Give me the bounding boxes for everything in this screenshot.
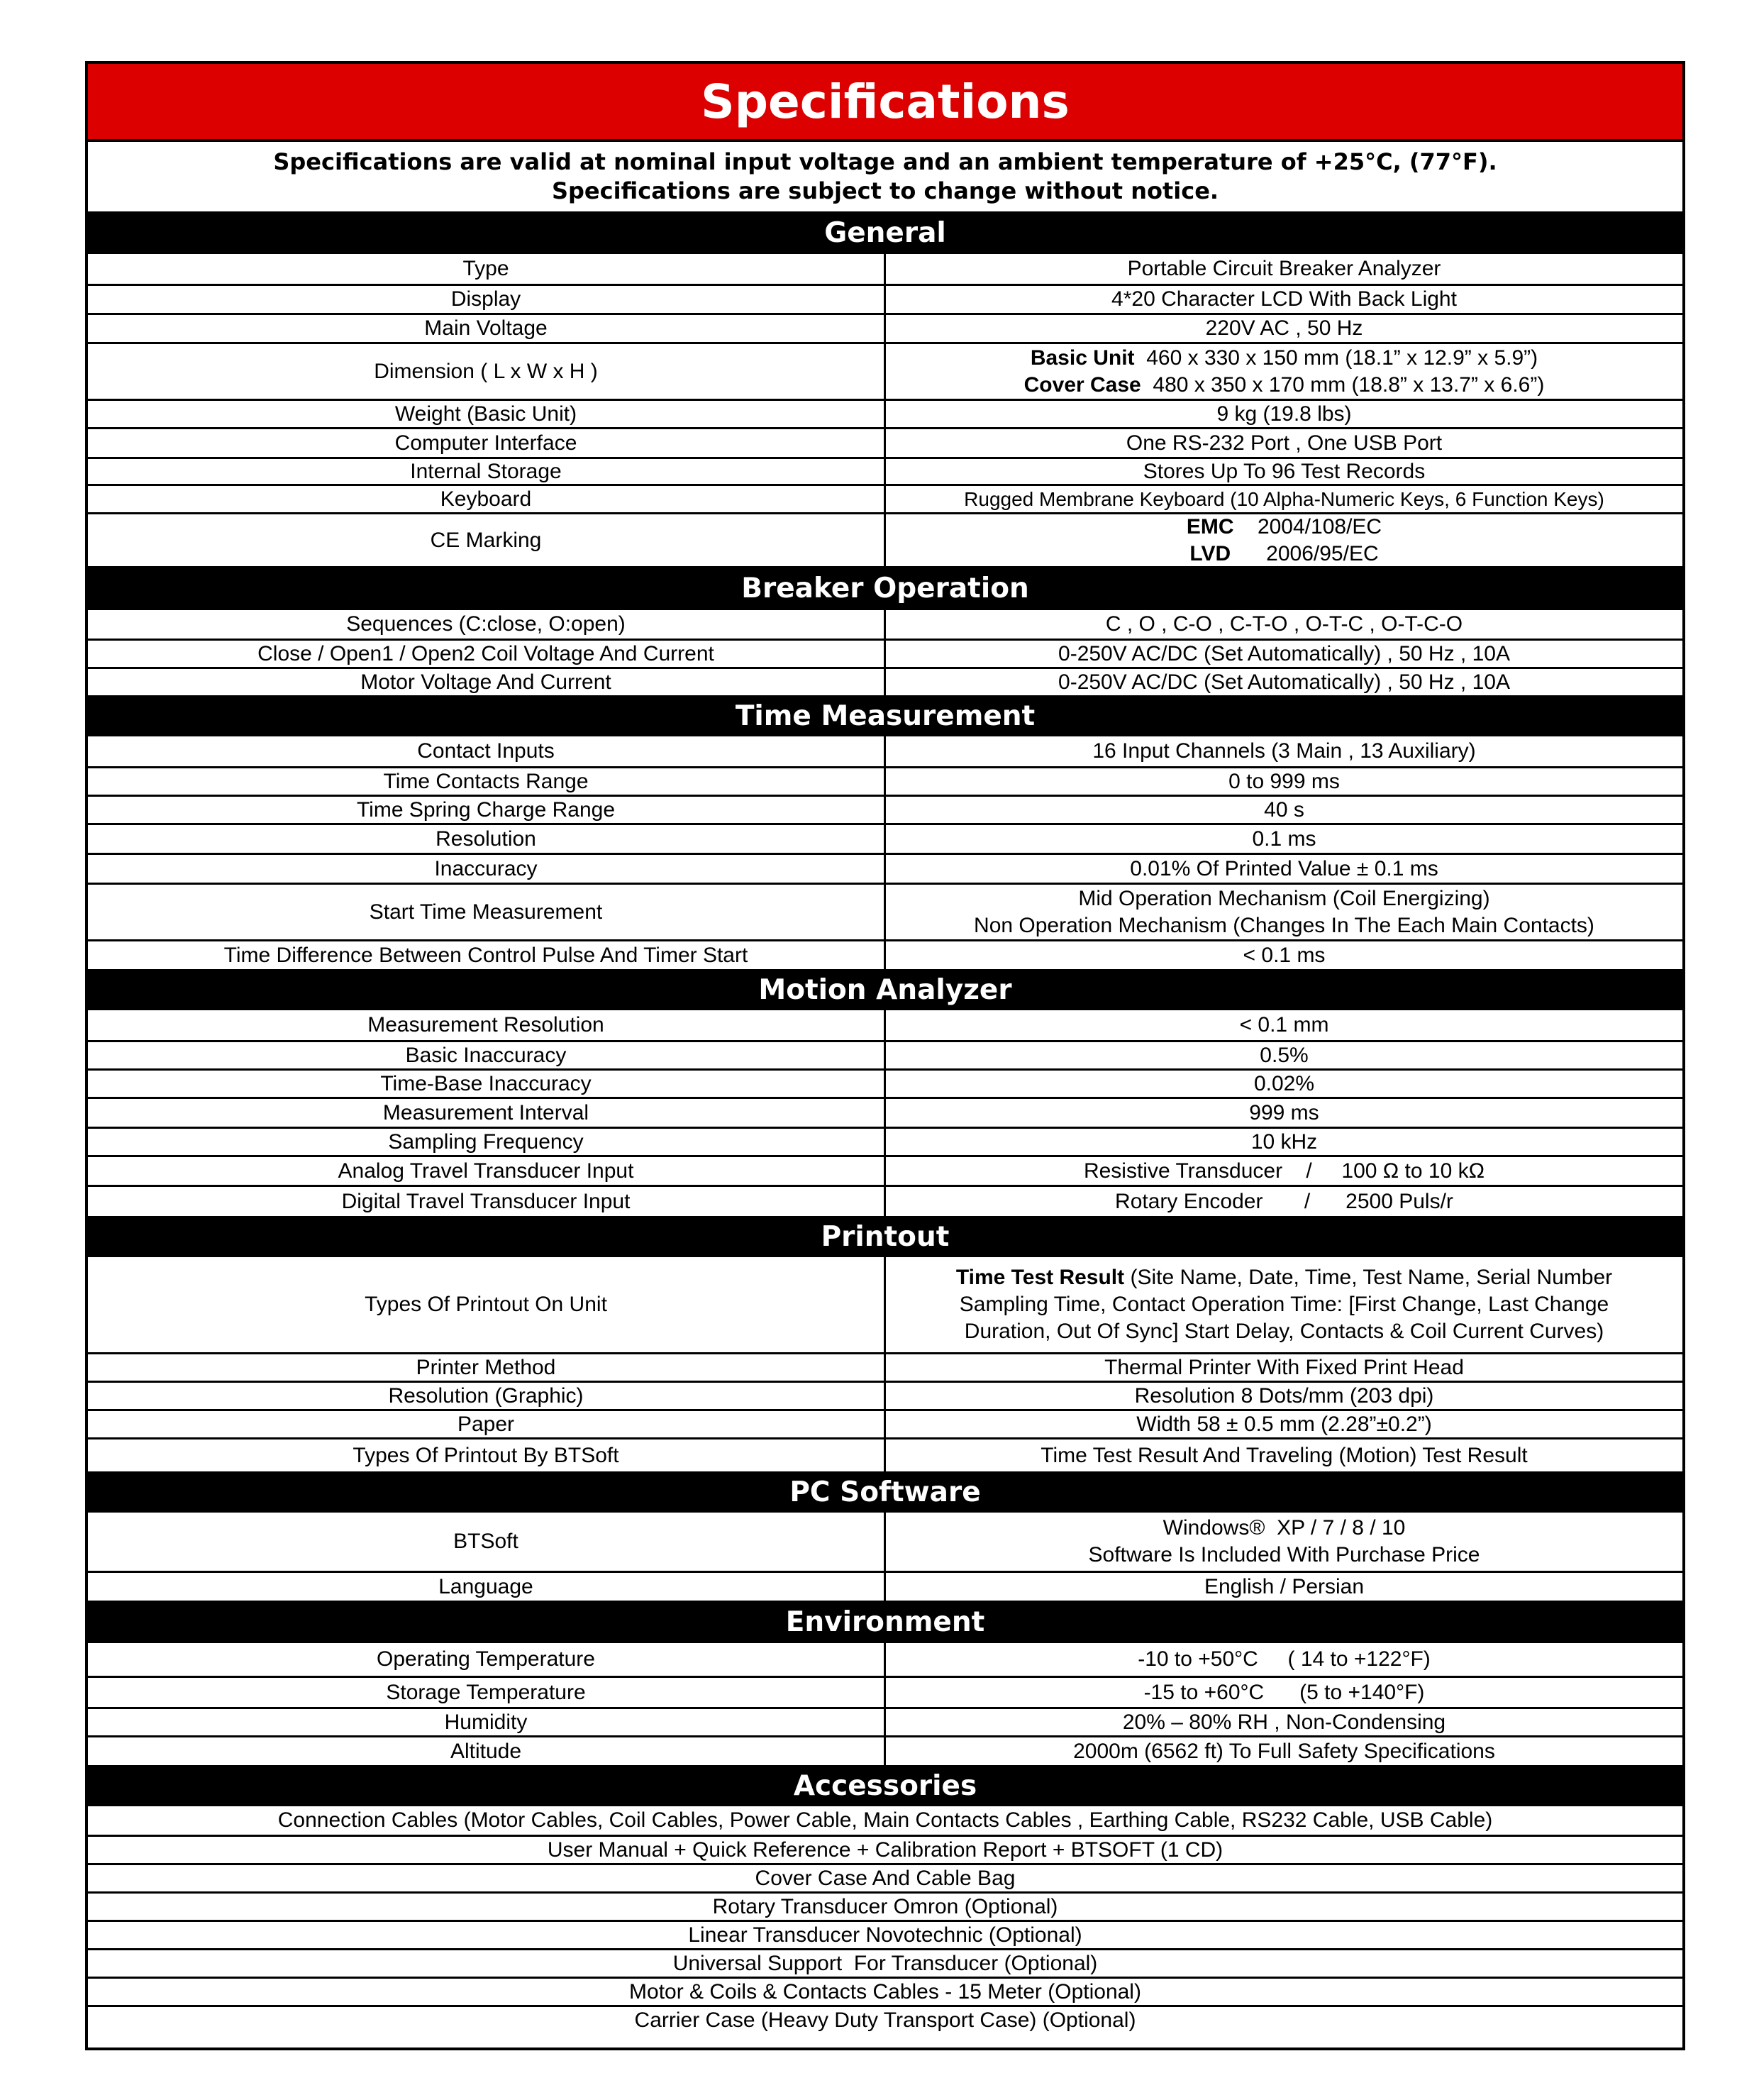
printout-types-line-1 <box>956 1264 1612 1291</box>
table-row <box>88 853 1682 883</box>
table-row <box>88 736 1682 766</box>
printout-types-line-3: Duration, Out Of Sync] Start Delay, Contacts & Coil Current Curves) <box>964 1320 1604 1343</box>
spec-label: Close / Open1 / Open2 Coil Voltage And Current <box>88 641 886 667</box>
specifications-notice <box>88 142 1682 211</box>
accessory-item: Universal Support For Transducer (Optional) <box>672 1951 1098 1975</box>
basic-unit-label: Basic Unit <box>1030 346 1135 370</box>
spec-label: Sequences (C:close, O:open) <box>88 610 886 639</box>
spec-value: 0.02% <box>1253 1071 1315 1095</box>
spec-label: BTSoft <box>88 1513 886 1571</box>
basic-unit-line <box>1031 345 1538 372</box>
section-title: Accessories <box>793 1769 977 1802</box>
title-bar <box>88 64 1682 142</box>
spec-value <box>886 1257 1682 1352</box>
spec-value: 0 to 999 ms <box>1228 769 1340 793</box>
table-row <box>88 484 1682 512</box>
emc-value: 2004/108/EC <box>1257 514 1382 538</box>
section-title: Printout <box>821 1220 950 1253</box>
table-row <box>88 399 1682 427</box>
spec-value <box>886 514 1682 566</box>
spec-label: Types Of Printout On Unit <box>88 1257 886 1352</box>
table-row <box>88 823 1682 853</box>
spec-label: Start Time Measurement <box>88 885 886 939</box>
spec-label: Printer Method <box>88 1354 886 1381</box>
start-time-line-2: Non Operation Mechanism (Changes In The Each Main Contacts) <box>974 913 1594 937</box>
spec-value: Rugged Membrane Keyboard (10 Alpha-Numeric Keys, 6 Function Keys) <box>964 487 1604 510</box>
spec-value: 2000m (6562 ft) To Full Safety Specifications <box>1073 1739 1495 1763</box>
spec-label: Display <box>88 286 886 313</box>
spec-label: Motor Voltage And Current <box>88 669 886 695</box>
spec-value: 0.5% <box>1260 1043 1309 1067</box>
spec-value: 9 kg (19.8 lbs) <box>1216 402 1352 426</box>
spec-label: Type <box>88 254 886 284</box>
page-title: Specifications <box>701 74 1070 129</box>
notice-line-2: Specifications are subject to change without notice. <box>551 177 1219 204</box>
printout-types-line-2: Sampling Time, Contact Operation Time: [First Change, Last Change <box>959 1293 1609 1316</box>
spec-value: Resolution 8 Dots/mm (203 dpi) <box>1134 1383 1434 1408</box>
section-header-pc-software <box>88 1471 1682 1513</box>
spec-label: Time Spring Charge Range <box>88 797 886 823</box>
spec-value: 10 kHz <box>1250 1129 1318 1154</box>
table-row <box>88 1707 1682 1735</box>
table-row <box>88 1010 1682 1040</box>
spec-value: < 0.1 mm <box>1239 1013 1329 1037</box>
spec-value <box>886 1513 1682 1571</box>
table-row <box>88 1352 1682 1381</box>
table-row <box>88 766 1682 795</box>
table-row <box>88 284 1682 313</box>
spec-label: Humidity <box>88 1709 886 1735</box>
spec-value: Width 58 ± 0.5 mm (2.28”±0.2”) <box>1136 1412 1432 1436</box>
section-header-general <box>88 211 1682 254</box>
lvd-label: LVD <box>1189 541 1231 565</box>
spec-label: Measurement Resolution <box>88 1010 886 1040</box>
table-row <box>88 342 1682 399</box>
spec-value: -10 to +50°C ( 14 to +122°F) <box>1138 1647 1431 1671</box>
section-header-environment <box>88 1601 1682 1643</box>
printout-types-line-1-rest: (Site Name, Date, Time, Test Name, Serial Number <box>1124 1266 1613 1289</box>
section-title: Breaker Operation <box>741 572 1029 604</box>
accessory-row <box>88 1891 1682 1920</box>
table-row <box>88 1735 1682 1765</box>
table-row <box>88 313 1682 342</box>
spec-label: Time-Base Inaccuracy <box>88 1071 886 1097</box>
spec-value: 16 Input Channels (3 Main , 13 Auxiliary) <box>1092 739 1476 763</box>
spec-value: < 0.1 ms <box>1243 943 1326 967</box>
table-row <box>88 457 1682 484</box>
spec-value: 0.1 ms <box>1252 827 1316 851</box>
cover-case-line <box>1024 372 1545 399</box>
spec-label: Paper <box>88 1411 886 1437</box>
spec-value: 0-250V AC/DC (Set Automatically) , 50 Hz , 10A <box>1058 641 1510 665</box>
accessory-row <box>88 1863 1682 1891</box>
accessory-row <box>88 1835 1682 1863</box>
spec-value: Thermal Printer With Fixed Print Head <box>1104 1355 1464 1379</box>
accessory-row <box>88 1948 1682 1977</box>
spec-value <box>886 344 1682 399</box>
spec-value: Resistive Transducer / 100 Ω to 10 kΩ <box>1083 1159 1485 1183</box>
spec-value: 0-250V AC/DC (Set Automatically) , 50 Hz , 10A <box>1058 670 1510 694</box>
spec-value: 20% – 80% RH , Non-Condensing <box>1122 1710 1446 1734</box>
spec-label: Digital Travel Transducer Input <box>88 1187 886 1216</box>
emc-label: EMC <box>1186 514 1234 538</box>
spec-label: Main Voltage <box>88 315 886 342</box>
spec-value: English / Persian <box>1204 1574 1365 1598</box>
accessory-item: Rotary Transducer Omron (Optional) <box>712 1894 1058 1918</box>
spec-value: 999 ms <box>1249 1100 1319 1124</box>
table-row <box>88 639 1682 667</box>
spec-label: Resolution (Graphic) <box>88 1383 886 1409</box>
spec-label: Language <box>88 1573 886 1601</box>
lvd-value: 2006/95/EC <box>1266 541 1379 565</box>
spec-label: Time Contacts Range <box>88 768 886 795</box>
spec-value: -15 to +60°C (5 to +140°F) <box>1143 1680 1425 1704</box>
spec-label: Storage Temperature <box>88 1678 886 1707</box>
table-row <box>88 1257 1682 1352</box>
basic-unit-value: 460 x 330 x 150 mm (18.1” x 12.9” x 5.9”) <box>1146 346 1538 370</box>
cover-case-label: Cover Case <box>1023 372 1141 397</box>
spec-label: Measurement Interval <box>88 1099 886 1127</box>
spec-value: Time Test Result And Traveling (Motion) Test Result <box>1041 1443 1528 1467</box>
section-header-motion-analyzer <box>88 969 1682 1010</box>
btsoft-os-line: Windows® XP / 7 / 8 / 10 <box>1163 1516 1406 1540</box>
spec-label: Sampling Frequency <box>88 1129 886 1155</box>
lvd-line <box>1189 541 1378 568</box>
section-header-accessories <box>88 1765 1682 1806</box>
accessory-row <box>88 1977 1682 2005</box>
spec-value: 40 s <box>1264 797 1304 822</box>
table-row <box>88 254 1682 284</box>
section-title: General <box>824 216 946 249</box>
table-row <box>88 939 1682 969</box>
table-row <box>88 1643 1682 1676</box>
section-title: Motion Analyzer <box>758 973 1012 1006</box>
section-title: Time Measurement <box>735 700 1036 732</box>
spec-label: CE Marking <box>88 514 886 566</box>
accessory-item: User Manual + Quick Reference + Calibration Report + BTSOFT (1 CD) <box>547 1838 1223 1862</box>
spec-label: Contact Inputs <box>88 736 886 766</box>
spec-value: C , O , C-O , C-T-O , O-T-C , O-T-C-O <box>1105 612 1463 636</box>
spec-label: Internal Storage <box>88 459 886 484</box>
table-row <box>88 1185 1682 1216</box>
spec-value: Rotary Encoder / 2500 Puls/r <box>1115 1189 1453 1213</box>
accessory-item: Cover Case And Cable Bag <box>755 1866 1016 1890</box>
spec-label: Weight (Basic Unit) <box>88 401 886 427</box>
spec-label: Keyboard <box>88 486 886 512</box>
spec-value: Portable Circuit Breaker Analyzer <box>1127 257 1441 280</box>
printout-types-bold: Time Test Result <box>955 1266 1125 1289</box>
section-header-breaker-operation <box>88 566 1682 610</box>
cover-case-value: 480 x 350 x 170 mm (18.8” x 13.7” x 6.6”) <box>1153 372 1545 397</box>
table-row <box>88 1513 1682 1571</box>
accessory-item: Motor & Coils & Contacts Cables - 15 Meter (Optional) <box>629 1979 1141 2004</box>
spec-label: Operating Temperature <box>88 1643 886 1676</box>
table-row <box>88 883 1682 939</box>
section-title: Environment <box>785 1606 985 1638</box>
spec-value: One RS-232 Port , One USB Port <box>1126 431 1443 455</box>
spec-label: Inaccuracy <box>88 855 886 883</box>
accessory-row <box>88 1806 1682 1835</box>
table-row <box>88 1068 1682 1097</box>
emc-line <box>1187 514 1382 541</box>
spec-value: 0.01% Of Printed Value ± 0.1 ms <box>1130 856 1438 880</box>
start-time-line-1: Mid Operation Mechanism (Coil Energizing) <box>1078 886 1490 910</box>
spec-value <box>886 885 1682 939</box>
table-row <box>88 512 1682 566</box>
table-row <box>88 667 1682 695</box>
spec-label: Types Of Printout By BTSoft <box>88 1439 886 1471</box>
spec-value: 4*20 Character LCD With Back Light <box>1111 287 1457 311</box>
spec-label: Altitude <box>88 1737 886 1765</box>
spec-label: Analog Travel Transducer Input <box>88 1157 886 1185</box>
section-header-time-measurement <box>88 695 1682 736</box>
table-row <box>88 795 1682 823</box>
spec-label: Resolution <box>88 825 886 853</box>
table-row <box>88 1437 1682 1471</box>
table-row <box>88 1381 1682 1409</box>
table-row <box>88 610 1682 639</box>
accessory-row <box>88 2005 1682 2033</box>
accessory-item: Linear Transducer Novotechnic (Optional) <box>688 1923 1082 1947</box>
table-row <box>88 1127 1682 1155</box>
table-row <box>88 1097 1682 1127</box>
table-row <box>88 1040 1682 1068</box>
table-row <box>88 1155 1682 1185</box>
accessory-item: Carrier Case (Heavy Duty Transport Case) (Optional) <box>634 2008 1136 2032</box>
notice-line-1: Specifications are valid at nominal input voltage and an ambient temperature of +25°C, (77°F). <box>273 148 1497 175</box>
table-row <box>88 427 1682 457</box>
spec-label: Basic Inaccuracy <box>88 1042 886 1068</box>
table-row <box>88 1676 1682 1707</box>
accessory-row <box>88 1920 1682 1948</box>
specifications-sheet <box>85 61 1685 2050</box>
section-header-printout <box>88 1216 1682 1257</box>
spec-label: Dimension ( L x W x H ) <box>88 344 886 399</box>
spec-label: Computer Interface <box>88 429 886 457</box>
table-row <box>88 1571 1682 1601</box>
section-title: PC Software <box>789 1476 981 1508</box>
accessory-item: Connection Cables (Motor Cables, Coil Cables, Power Cable, Main Contacts Cables , Earthing Cable, RS232 Cable, USB Cable) <box>277 1808 1493 1832</box>
spec-value: Stores Up To 96 Test Records <box>1143 459 1426 483</box>
spec-label: Time Difference Between Control Pulse And Timer Start <box>88 941 886 969</box>
btsoft-price-line: Software Is Included With Purchase Price <box>1088 1543 1480 1566</box>
spec-value: 220V AC , 50 Hz <box>1205 316 1363 340</box>
table-row <box>88 1409 1682 1437</box>
